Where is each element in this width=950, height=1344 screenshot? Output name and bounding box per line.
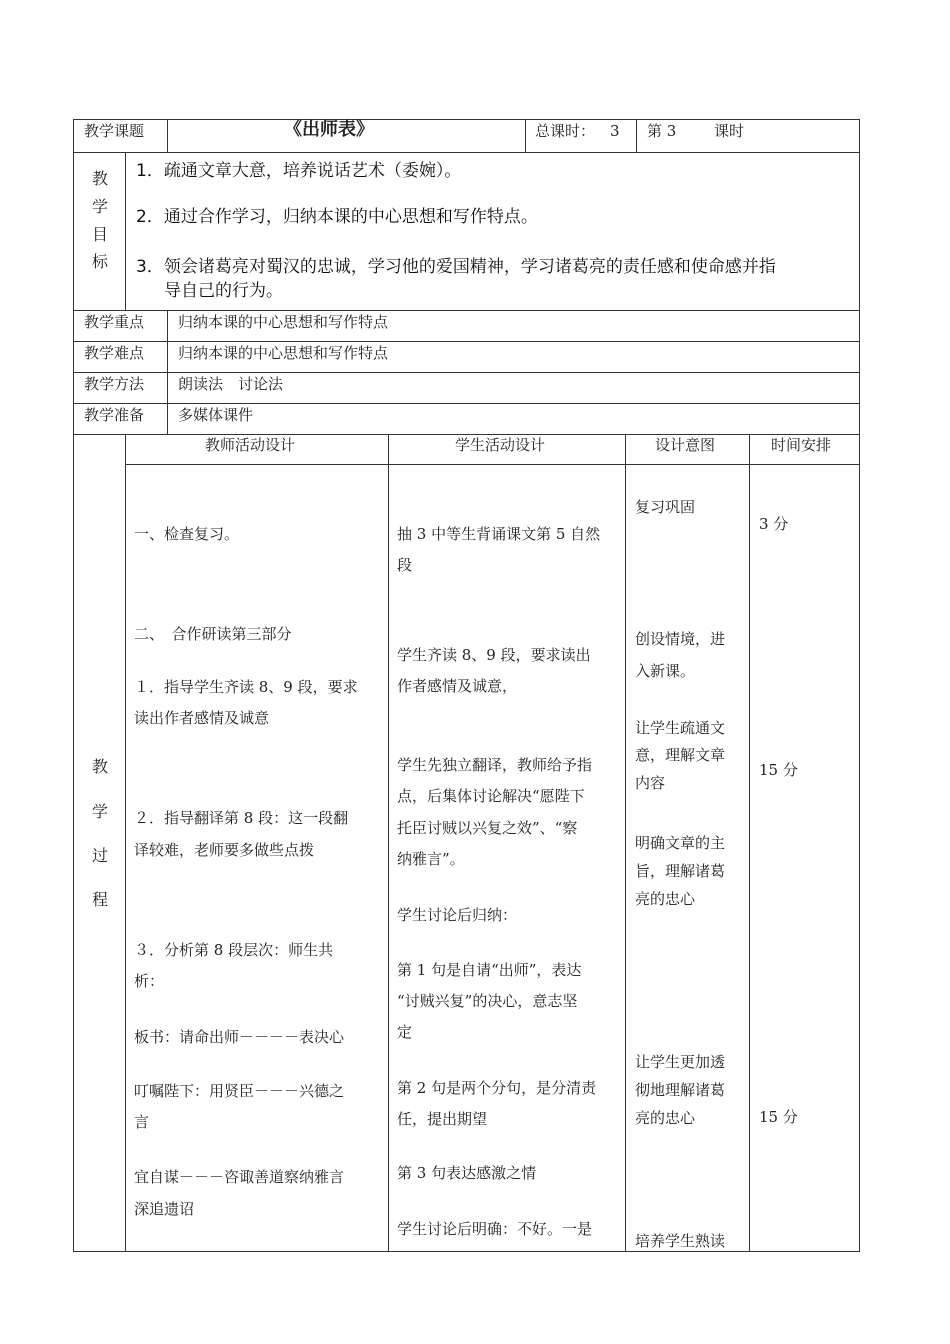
teacher-line: 译较难，老师要多做些点拨 [134, 841, 315, 859]
objective-item: 1．疏通文章大意，培养说话艺术（委婉）。 [136, 161, 462, 181]
intent-line: 复习巩固 [635, 498, 696, 516]
objective-item: 2．通过合作学习，归纳本课的中心思想和写作特点。 [136, 207, 538, 227]
teacher-line: 一、检查复习。 [134, 525, 240, 543]
process-label-char: 教 [91, 757, 108, 776]
objective-item: 导自己的行为。 [164, 281, 283, 301]
column-header-intent: 设计意图 [655, 436, 716, 454]
student-line: 托臣讨贼以兴复之效”、“察 [397, 819, 578, 837]
student-line: 作者感情及诚意， [397, 677, 518, 695]
teacher-line: ２．指导翻译第 8 段：这一段翻 [134, 809, 349, 827]
teacher-line: 读出作者感情及诚意 [134, 709, 270, 727]
total-hours-label: 总课时： [535, 122, 596, 140]
teacher-line: 言 [134, 1113, 150, 1131]
time-value: 15 分 [759, 761, 798, 779]
key-point-row [73, 310, 860, 341]
objectives-label-char: 标 [91, 252, 108, 271]
objectives-label-char: 学 [91, 197, 108, 216]
method-row [73, 372, 860, 403]
intent-line: 创设情境，进 [635, 630, 726, 648]
student-line: 段 [397, 556, 413, 574]
key-point-value: 归纳本课的中心思想和写作特点 [178, 313, 389, 331]
student-line: 纳雅言”。 [397, 850, 465, 868]
method-value: 朗读法 讨论法 [178, 375, 284, 393]
preparation-value: 多媒体课件 [178, 406, 254, 424]
student-line: 学生先独立翻译，教师给予指 [397, 756, 593, 774]
objectives-label-char: 教 [91, 169, 108, 188]
objectives-row [73, 152, 860, 310]
teacher-line: １．指导学生齐读 8、9 段，要求 [134, 678, 358, 696]
student-line: 第 3 句表达感激之情 [397, 1164, 537, 1182]
student-line: 抽 3 中等生背诵课文第 5 自然 [397, 525, 601, 543]
difficulty-row [73, 341, 860, 372]
intent-line: 入新课。 [635, 662, 696, 680]
intent-line: 亮的忠心 [635, 1109, 696, 1127]
difficulty-label: 教学难点 [84, 344, 145, 362]
method-label: 教学方法 [84, 375, 145, 393]
teacher-line: 板书：请命出师－－－－表决心 [134, 1028, 345, 1046]
objectives-label-char: 目 [91, 225, 108, 244]
column-header-time: 时间安排 [771, 436, 832, 454]
student-line: 第 2 句是两个分句，是分清责 [397, 1079, 597, 1097]
key-point-label: 教学重点 [84, 313, 145, 331]
objective-item: 3．领会诸葛亮对蜀汉的忠诚，学习他的爱国精神，学习诸葛亮的责任感和使命感并指 [136, 257, 776, 277]
student-line: 学生齐读 8、9 段，要求读出 [397, 646, 591, 664]
teacher-line: 析： [134, 972, 165, 990]
student-line: 第 1 句是自请“出师”，表达 [397, 961, 582, 979]
intent-line: 让学生更加透 [635, 1053, 726, 1071]
preparation-row [73, 403, 860, 434]
intent-line: 培养学生熟读 [635, 1232, 726, 1250]
column-header-student: 学生活动设计 [455, 436, 546, 454]
student-line: 任，提出期望 [397, 1110, 488, 1128]
topic-title: 《出师表》 [284, 119, 374, 140]
topic-row [73, 119, 860, 152]
column-header-teacher: 教师活动设计 [205, 436, 296, 454]
intent-line: 旨，理解诸葛 [635, 862, 726, 880]
process-label-char: 过 [91, 846, 108, 865]
intent-line: 彻地理解诸葛 [635, 1081, 726, 1099]
lesson-number-suffix: 课时 [714, 122, 745, 140]
intent-line: 明确文章的主 [635, 834, 726, 852]
process-label-char: 学 [91, 802, 108, 821]
time-value: 3 分 [759, 515, 789, 533]
total-hours-value: 3 [610, 122, 620, 140]
topic-label: 教学课题 [84, 122, 145, 140]
teacher-line: 叮嘱陛下：用贤臣－－－兴德之 [134, 1082, 345, 1100]
student-line: 点，后集体讨论解决“愿陛下 [397, 787, 585, 805]
teacher-line: 二、 合作研读第三部分 [134, 625, 292, 643]
intent-line: 亮的忠心 [635, 890, 696, 908]
student-line: “讨贼兴复”的决心，意志坚 [397, 992, 578, 1010]
difficulty-value: 归纳本课的中心思想和写作特点 [178, 344, 389, 362]
intent-line: 让学生疏通文 [635, 719, 726, 737]
student-line: 学生讨论后归纳： [397, 906, 518, 924]
process-label-char: 程 [91, 890, 108, 909]
student-line: 学生讨论后明确：不好。一是 [397, 1220, 593, 1238]
table-bottom-border [73, 1251, 860, 1252]
intent-line: 意，理解文章 [635, 746, 726, 764]
preparation-label: 教学准备 [84, 406, 145, 424]
lesson-number-prefix: 第 3 [647, 122, 677, 140]
teacher-line: ３．分析第 8 段层次：师生共 [134, 941, 334, 959]
student-line: 定 [397, 1023, 413, 1041]
teacher-line: 宜自谋－－－咨诹善道察纳雅言 [134, 1168, 345, 1186]
teacher-line: 深追遗诏 [134, 1200, 195, 1218]
time-value: 15 分 [759, 1108, 798, 1126]
process-section [73, 434, 860, 1252]
intent-line: 内容 [635, 774, 666, 792]
